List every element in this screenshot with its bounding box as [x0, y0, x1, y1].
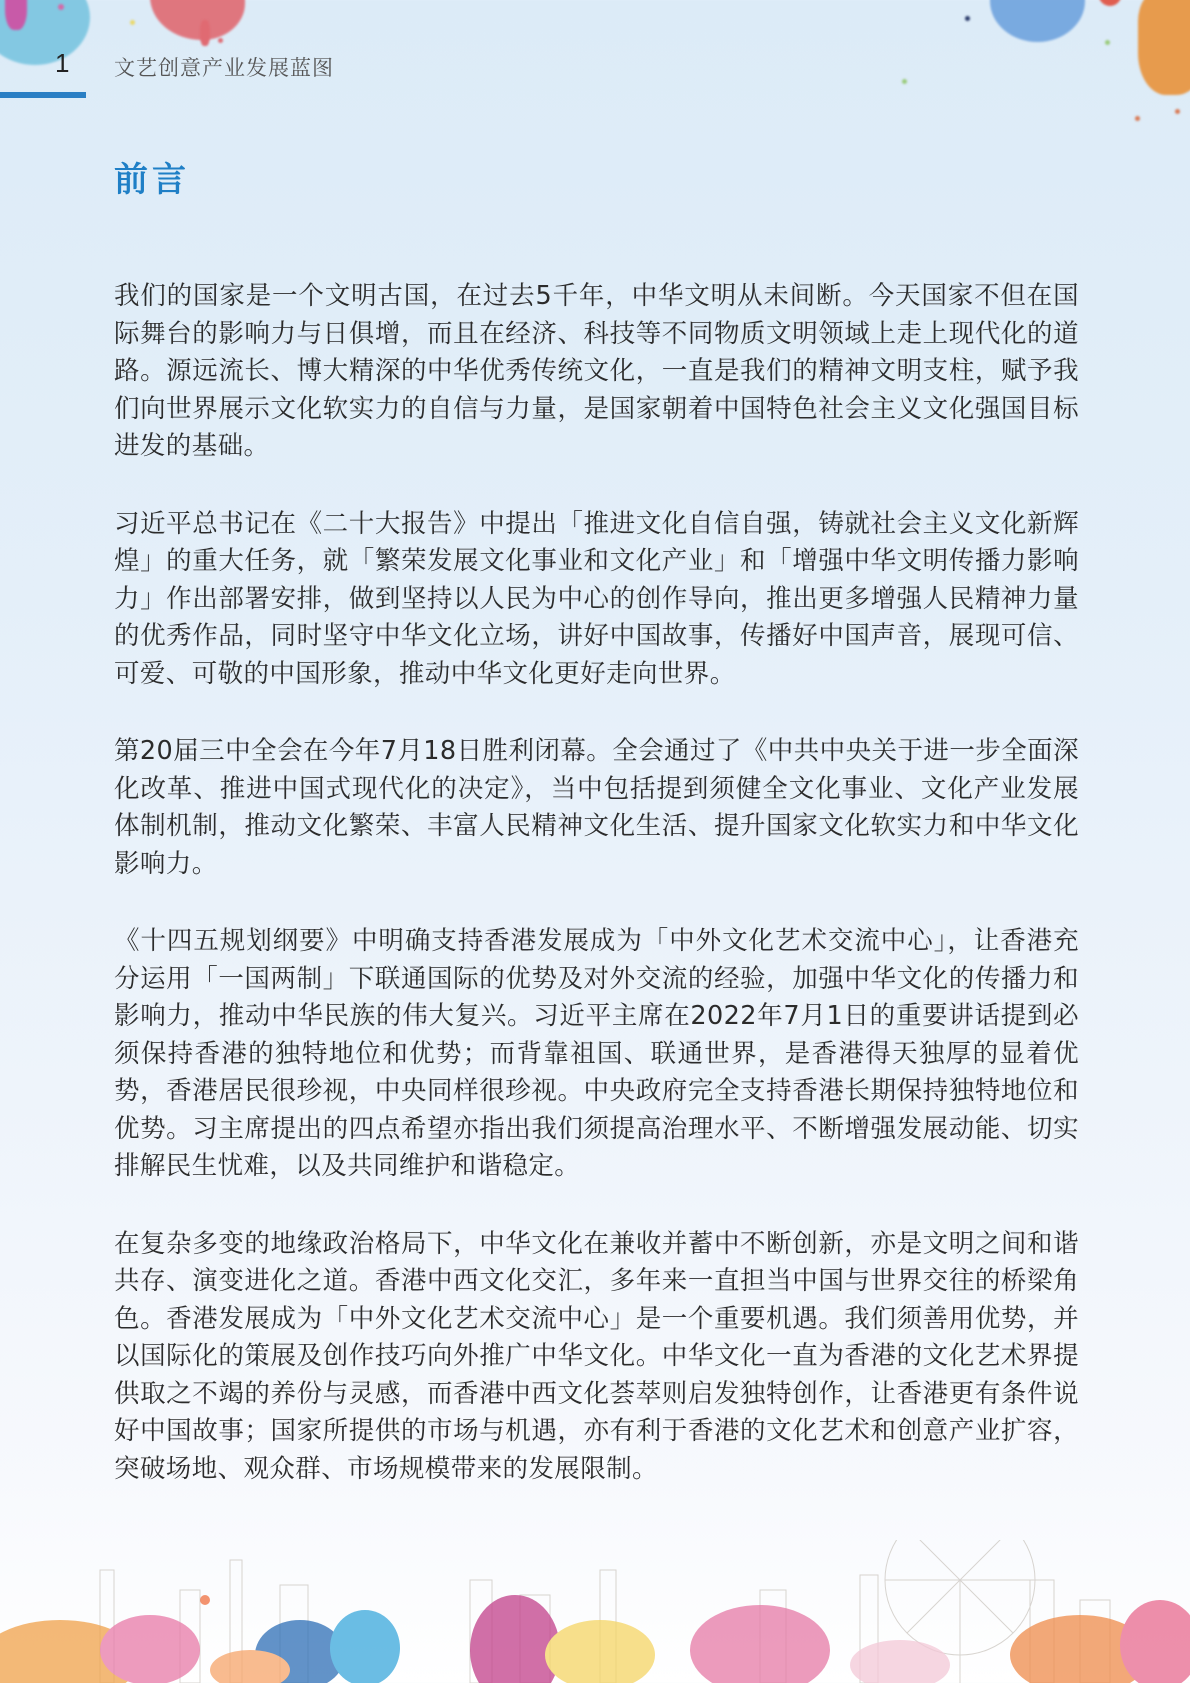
paragraph-4: 《十四五规划纲要》中明确支持香港发展成为「中外文化艺术交流中心」，让香港充分运用「一国两制」下联通国际的优势及对外交流的经验，加强中华文化的传播力和影响力，推动中华民族的伟大复兴。习近平主席在2022年7月1日的重要讲话提到必须保持香港的独特地位和优势；而背靠祖国、联通世界，是香港得天独厚的显着优势，香港居民很珍视，中央同样很珍视。中央政府完全支持香港长期保持独特地位和优势。习主席提出的四点希望亦指出我们须提高治理水平、不断增强发展动能、切实排解民生忧难，以及共同维护和谐稳定。 [114, 926, 1079, 1181]
paragraph-2: 习近平总书记在《二十大报告》中提出「推进文化自信自强，铸就社会主义文化新辉煌」的重大任务，就「繁荣发展文化事业和文化产业」和「增强中华文明传播力影响力」作出部署安排，做到坚持以人民为中心的创作导向，推出更多增强人民精神力量的优秀作品，同时坚守中华文化立场，讲好中国故事，传播好中国声音，展现可信、可爱、可敬的中国形象，推动中华文化更好走向世界。 [114, 508, 1079, 689]
page-number: 1 [55, 48, 70, 78]
skyline-watercolor-illustration [0, 1540, 1190, 1683]
paragraph-1: 我们的国家是一个文明古国，在过去5千年，中华文明从未间断。今天国家不但在国际舞台的影响力与日俱增，而且在经济、科技等不同物质文明领域上走上现代化的道路。源远流长、博大精深的中华优秀传统文化，一直是我们的精神文明支柱，赋予我们向世界展示文化软实力的自信与力量，是国家朝着中国特色社会主义文化强国目标进发的基础。 [114, 281, 1079, 461]
document-header-title: 文艺创意产业发展蓝图 [114, 56, 334, 80]
paragraph-5: 在复杂多变的地缘政治格局下，中华文化在兼收并蓄中不断创新，亦是文明之间和谐共存、演变进化之道。香港中西文化交汇，多年来一直担当中国与世界交往的桥梁角色。香港发展成为「中外文化艺术交流中心」是一个重要机遇。我们须善用优势，并以国际化的策展及创作技巧向外推广中华文化。中华文化一直为香港的文化艺术界提供取之不竭的养份与灵感，而香港中西文化荟萃则启发独特创作，让香港更有条件说好中国故事；国家所提供的市场与机遇，亦有利于香港的文化艺术和创意产业扩容，突破场地、观众群、市场规模带来的发展限制。 [114, 1228, 1079, 1484]
header-accent-rule [0, 92, 86, 98]
section-title: 前言 [114, 160, 190, 200]
skyline-icon [0, 1540, 1190, 1683]
paragraph-3: 第20届三中全会在今年7月18日胜利闭幕。全会通过了《中共中央关于进一步全面深化改革、推进中国式现代化的决定》，当中包括提到须健全文化事业、文化产业发展体制机制，推动文化繁荣、丰富人民精神文化生活、提升国家文化软实力和中华文化影响力。 [114, 736, 1079, 879]
body-text [114, 278, 1079, 1528]
